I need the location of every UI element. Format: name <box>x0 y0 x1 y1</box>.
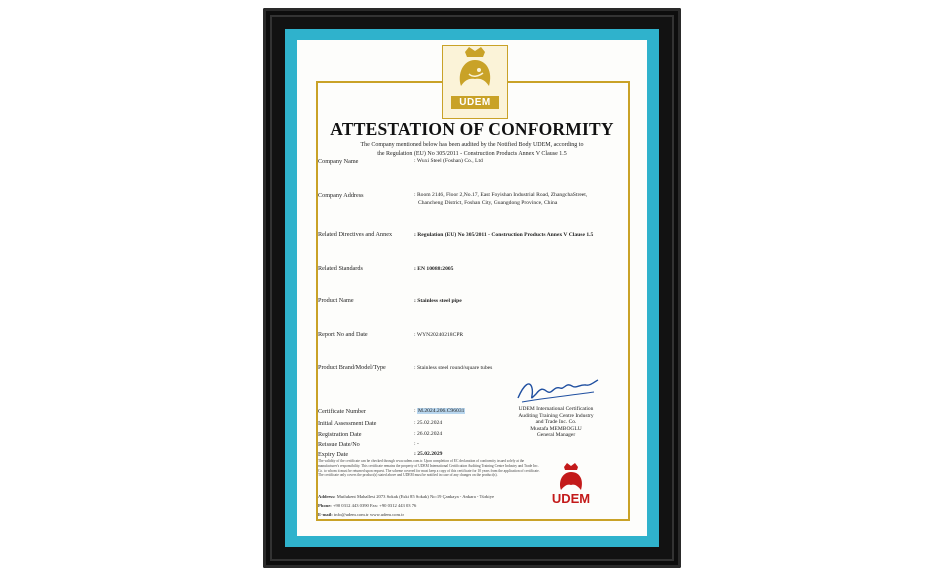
logo-top-text: UDEM <box>451 96 499 109</box>
label-company-name: Company Name <box>318 158 359 165</box>
certificate-title: ATTESTATION OF CONFORMITY <box>330 119 614 139</box>
address-line-2: Chancheng District, Foshan City, Guangdong Province, China <box>418 199 558 206</box>
crown-lion-icon <box>443 46 507 102</box>
value-product-name: : Stainless steel pipe <box>414 298 462 304</box>
value-registration-date: : 26.02.2024 <box>414 431 443 437</box>
label-report-no: Report No and Date <box>318 331 368 338</box>
udem-logo-top <box>442 45 508 119</box>
fine-print: The validity of the certificate can be checked through www.udem.com.tr. Upon completion of EC declaration of conformity issued solely at the manufacturer's responsibility. This certificate remains the property of UDEM International Certification Auditing Training Centre Industry and Trade Inc. Co. to whom it must be returned upon request. The scheme covered for must keep a copy of this certificate for 10 years from the application of certificate. The certificate only covers the product(s) stated above and UDEM must be notified in case of any changes on the product(s). <box>318 459 540 478</box>
certificate-number-highlight: M.2024.206.C96031 <box>417 408 465 414</box>
contact-email-value: info@udem.com.tr www.udem.com.tr <box>333 512 404 517</box>
signatory-line-5: General Manager <box>536 432 576 438</box>
signatory-block <box>508 406 604 439</box>
label-certificate-number: Certificate Number <box>318 408 366 415</box>
value-initial-assessment: : 25.02.2024 <box>414 420 443 426</box>
label-product-brand: Product Brand/Model/Type <box>318 364 386 371</box>
value-product-brand: : Stainless steel round/square tubes <box>414 365 493 371</box>
contact-email-label: E-mail: <box>318 512 333 517</box>
value-related-directives: : Regulation (EU) No 305/2011 - Construction Products Annex V Clause 1.5 <box>414 232 594 238</box>
signatory-line-2: Auditing Training Centre Industry <box>518 412 594 419</box>
label-product-name: Product Name <box>318 297 354 304</box>
signatory-line-1: UDEM International Certification <box>518 406 594 412</box>
signature-icon <box>514 376 600 406</box>
value-reissue-date: : - <box>414 441 419 447</box>
contact-email <box>318 512 404 517</box>
value-company-address <box>414 192 587 207</box>
contact-phone-value: +90 0312 443 0390 Fax: +90 0312 443 03 76 <box>332 503 417 508</box>
red-crown-lion-icon <box>544 462 598 492</box>
label-related-directives: Related Directives and Annex <box>318 231 393 238</box>
contact-address <box>318 494 494 499</box>
label-expiry-date: Expiry Date <box>318 451 349 458</box>
value-company-name: : Wuxi Steel (Foshan) Co., Ltd <box>414 158 483 164</box>
value-report-no: : WYN20240218CPR <box>414 332 464 338</box>
label-registration-date: Registration Date <box>318 431 362 438</box>
subtitle-line-2: the Regulation (EU) No 305/2011 - Construction Products Annex V Clause 1.5 <box>377 151 567 157</box>
contact-address-value: Mutlukent Mahallesi 2073 Sokak (Eski 85 Sokak) No:19 Çankaya - Ankara - Türkiye <box>336 494 495 499</box>
value-certificate-number: : M.2024.206.C96031 <box>414 408 465 414</box>
address-line-1: : Room 2146, Floor 2,No.17, East Foyishan Industrial Road, ZhangchaStreet, <box>414 192 588 198</box>
contact-phone <box>318 503 416 508</box>
label-company-address: Company Address <box>318 192 364 199</box>
label-related-standards: Related Standards <box>318 265 363 272</box>
value-related-standards: : EN 10088:2005 <box>414 266 454 272</box>
signatory-line-3: and Trade Inc. Co. <box>535 419 577 425</box>
value-expiry-date: : 25.02.2029 <box>414 451 443 457</box>
udem-logo-bottom <box>544 462 598 506</box>
signatory-line-4: Mustafa MEMBOGLU <box>530 425 582 432</box>
contact-phone-label: Phone: <box>318 503 332 508</box>
contact-address-label: Address: <box>318 494 336 499</box>
certificate-subtitle <box>310 141 634 159</box>
logo-bottom-text: UDEM <box>551 491 591 506</box>
subtitle-line-1: The Company mentioned below has been audited by the Notified Body UDEM, according to <box>360 142 584 148</box>
label-reissue-date: Reissue Date/No <box>318 441 360 448</box>
label-initial-assessment: Initial Assessment Date <box>318 420 377 427</box>
